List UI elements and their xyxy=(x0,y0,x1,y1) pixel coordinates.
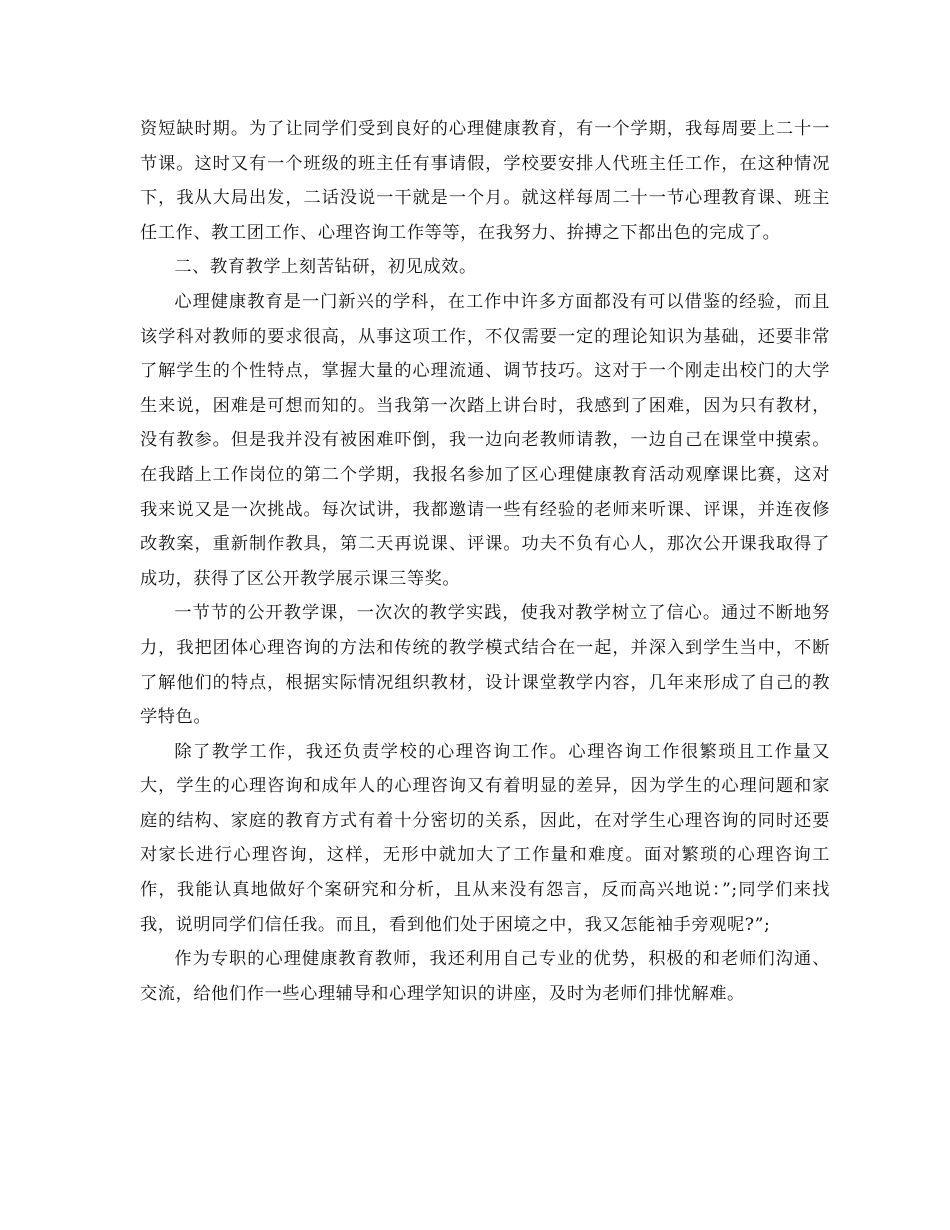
paragraph-1: 资短缺时期。为了让同学们受到良好的心理健康教育，有一个学期，我每周要上二十一节课。这时又有一个班级的班主任有事请假，学校要安排人代班主任工作，在这种情况下，我从大局出发，二话没说一干就是一个月。就这样每周二十一节心理教育课、班主任工作、教工团工作、心理咨询工作等等，在我努力、拚搏之下都出色的完成了。 xyxy=(140,119,830,243)
paragraph-6: 作为专职的心理健康教育教师，我还利用自己专业的优势，积极的和老师们沟通、交流，给他们作一些心理辅导和心理学知识的讲座，及时为老师们排忧解难。 xyxy=(140,949,830,1004)
paragraph-3: 心理健康教育是一门新兴的学科，在工作中许多方面都没有可以借鉴的经验，而且该学科对教师的要求很高，从事这项工作，不仅需要一定的理论知识为基础，还要非常了解学生的个性特点，掌握大量的心理流通、调节技巧。这对于一个刚走出校门的大学生来说，困难是可想而知的。当我第一次踏上讲台时，我感到了困难，因为只有教材，没有教参。但是我并没有被困难吓倒，我一边向老教师请教，一边自己在课堂中摸索。在我踏上工作岗位的第二个学期，我报名参加了区心理健康教育活动观摩课比赛，这对我来说又是一次挑战。每次试讲，我都邀请一些有经验的老师来听课、评课，并连夜修改教案，重新制作教具，第二天再说课、评课。功夫不负有心人，那次公开课我取得了成功，获得了区公开教学展示课三等奖。 xyxy=(140,291,830,589)
paragraph-5: 除了教学工作，我还负责学校的心理咨询工作。心理咨询工作很繁琐且工作量又大，学生的心理咨询和成年人的心理咨询又有着明显的差异，因为学生的心理问题和家庭的结构、家庭的教育方式有着十分密切的关系，因此，在对学生心理咨询的同时还要对家长进行心理咨询，这样，无形中就加大了工作量和难度。面对繁琐的心理咨询工作，我能认真地做好个案研究和分析，且从来没有怨言，反而高兴地说：”;同学们来找我，说明同学们信任我。而且，看到他们处于困境之中，我又怎能袖手旁观呢?”; xyxy=(140,741,830,935)
document-page xyxy=(140,112,830,1011)
section-heading-2: 二、教育教学上刻苦钻研，初见成效。 xyxy=(174,257,477,278)
paragraph-4: 一节节的公开教学课，一次次的教学实践，使我对教学树立了信心。通过不断地努力，我把团体心理咨询的方法和传统的教学模式结合在一起，并深入到学生当中，不断了解他们的特点，根据实际情况组织教材，设计课堂教学内容，几年来形成了自己的教学特色。 xyxy=(140,603,830,728)
